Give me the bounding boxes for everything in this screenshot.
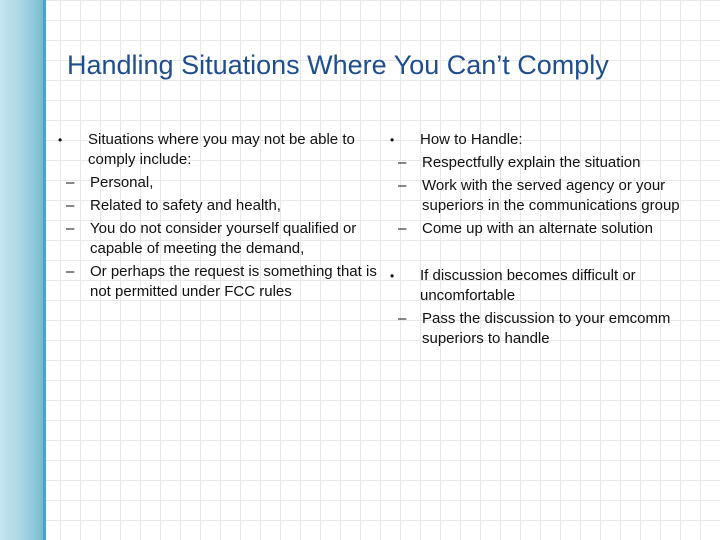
dash-icon: –: [66, 263, 75, 280]
bullet-text: Situations where you may not be able to comply include:: [88, 131, 355, 168]
dash-icon: –: [66, 220, 75, 237]
sub-item: [58, 219, 378, 259]
sub-text: Pass the discussion to your emcomm superiors to handle: [422, 310, 671, 347]
bullet-item: [58, 130, 378, 170]
sub-text: Personal,: [90, 174, 154, 191]
dash-icon: –: [398, 154, 407, 171]
sub-text: Work with the served agency or your superiors in the communications group: [422, 177, 680, 214]
decorative-side-band: [0, 0, 46, 540]
dash-icon: –: [398, 220, 407, 237]
dash-icon: –: [398, 310, 407, 327]
slide-title: Handling Situations Where You Can’t Comply: [67, 50, 609, 80]
right-column: [390, 130, 720, 349]
bullet-icon: •: [390, 269, 395, 283]
dash-icon: –: [66, 174, 75, 191]
bullet-item: [390, 130, 720, 150]
sub-item: [58, 262, 378, 302]
sub-text: Related to safety and health,: [90, 197, 281, 214]
bullet-text: If discussion becomes difficult or uncomfortable: [420, 267, 636, 304]
bullet-text: How to Handle:: [420, 131, 523, 148]
bullet-icon: •: [390, 133, 395, 147]
bullet-icon: •: [58, 133, 63, 147]
sub-text: Come up with an alternate solution: [422, 220, 653, 237]
sub-item: [390, 176, 720, 216]
sub-item: [58, 173, 378, 193]
bullet-item: [390, 266, 720, 306]
sub-item: [58, 196, 378, 216]
sub-item: [390, 219, 720, 239]
sub-item: [390, 309, 720, 349]
sub-text: Or perhaps the request is something that is not permitted under FCC rules: [90, 263, 377, 300]
sub-text: You do not consider yourself qualified or capable of meeting the demand,: [90, 220, 357, 257]
sub-text: Respectfully explain the situation: [422, 154, 641, 171]
dash-icon: –: [398, 177, 407, 194]
dash-icon: –: [66, 197, 75, 214]
left-column: [58, 130, 378, 302]
sub-item: [390, 153, 720, 173]
